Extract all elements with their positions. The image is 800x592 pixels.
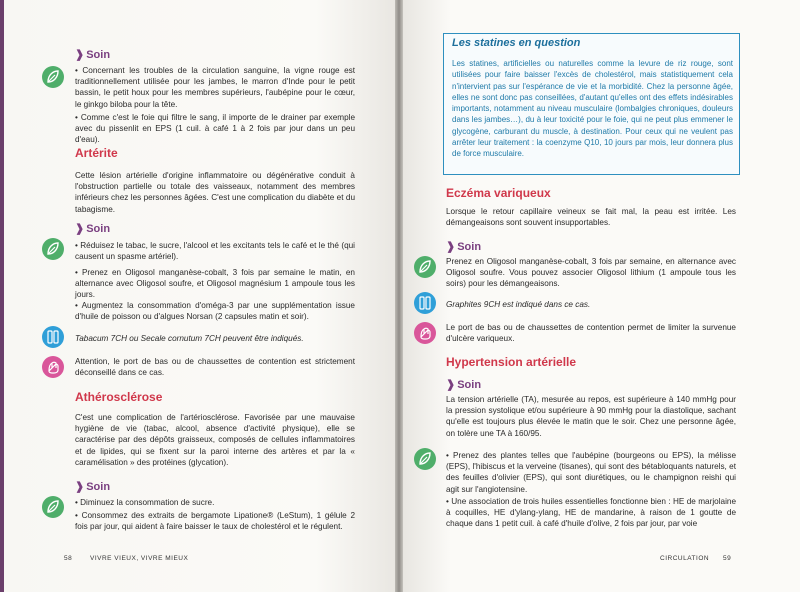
- paragraph: • Une association de trois huiles essentielles fonctionne bien : HE de marjolaine à coquilles, HE d'ylang-ylang, HE de mandarine, à raison de 1 goutte de chaque dans 1 petit cuil. à café d'huile d'olive, 2 fois par jour, par voie: [446, 497, 736, 529]
- paragraph: Tabacum 7CH ou Secale cornutum 7CH peuvent être indiqués.: [75, 334, 304, 343]
- soin-label: Soin: [86, 49, 111, 61]
- paragraph: • Diminuez la consommation de sucre.: [75, 498, 215, 507]
- section-heading-hypertension: Hypertension artérielle: [446, 355, 577, 369]
- left-page: [0, 0, 395, 592]
- leaf-icon: [42, 66, 64, 88]
- info-box-text: Les statines, artificielles ou naturelles comme la levure de riz rouge, sont utilisées pour faire baisser l'excès de cholestérol, mais statistiquement cela n'intervient pas sur l'espérance de vie et la morbidité. Chez la personne âgée, elles ne sont donc pas conseillées, d'autant qu'elles ont des effets indésirables importants, notamment au niveau musculaire (lombalgies chroniques, douleurs dans les jambes…), du à leur toxicité pour le foie, qui ne peut plus emmener le glycogène, carburant du muscle, à destination. Pour ceux qui ne veulent pas arrêter leur traitement : la coenzyme Q10, 10 jours par mois, leur donnera plus de force musculaire.: [452, 59, 733, 159]
- info-box-title: Les statines en question: [452, 37, 581, 49]
- paragraph: • Prenez en Oligosol manganèse-cobalt, 3 fois par semaine le matin, en alternance avec Oligosol soufre, et Oligosol magnésium 1 ampoule tous les jours.: [75, 268, 355, 300]
- soin-heading: ❱ Soin: [446, 241, 482, 253]
- paragraph: Lorsque le retour capillaire veineux se fait mal, la peau est irritée. Les démangeaisons sont souvent insupportables.: [446, 207, 736, 228]
- hand-icon: [42, 356, 64, 378]
- soin-heading: ❱ Soin: [75, 49, 111, 61]
- soin-heading: ❱ Soin: [75, 481, 111, 493]
- leaf-icon: [414, 256, 436, 278]
- leaf-icon: [414, 448, 436, 470]
- leaf-icon: [42, 496, 64, 518]
- info-box: [443, 33, 740, 175]
- running-title: VIVRE VIEUX, VIVRE MIEUX: [90, 555, 189, 562]
- paragraph: Cette lésion artérielle d'origine inflammatoire ou dégénérative conduit à l'obstruction partielle ou totale des vaisseaux, notamment des membres inférieurs chez les personnes âgées. C'est une complication du diabète et du tabagisme.: [75, 171, 355, 214]
- soin-label: Soin: [457, 241, 482, 253]
- soin-label: Soin: [86, 223, 111, 235]
- paragraph: • Concernant les troubles de la circulation sanguine, la vigne rouge est traditionnellement utilisée pour les jambes, le marron d'Inde pour le petit bassin, le petit houx pour les membres supérieurs, l'aubépine pour le cœur, le ginkgo biloba pour la tête.: [75, 66, 355, 109]
- page-edge: [0, 0, 4, 592]
- paragraph: Prenez en Oligosol manganèse-cobalt, 3 fois par semaine, en alternance avec Oligosol soufre. Vous pouvez associer Oligosol lithium (1 ampoule tous les soirs) pour les démangeaisons.: [446, 257, 736, 289]
- soin-heading: ❱ Soin: [446, 379, 482, 391]
- running-title: CIRCULATION: [660, 555, 710, 562]
- hand-icon: [414, 322, 436, 344]
- section-heading-eczema: Eczéma variqueux: [446, 186, 551, 200]
- paragraph: • Augmentez la consommation d'oméga-3 par une supplémentation issue d'huile de poisson ou d'algues Norsan (2 capsules matin et soir).: [75, 301, 355, 322]
- paragraph: Le port de bas ou de chaussettes de contention permet de limiter la survenue d'ulcère variqueux.: [446, 323, 736, 344]
- book-gutter: [395, 0, 403, 592]
- section-heading-atherosclerose: Athérosclérose: [75, 390, 163, 404]
- soin-heading: ❱ Soin: [75, 223, 111, 235]
- pill-vial-icon: [42, 326, 64, 348]
- page-number: 58: [64, 555, 73, 562]
- paragraph: C'est une complication de l'artériosclérose. Favorisée par une mauvaise hygiène de vie (tabac, alcool, absence d'activité physique), elle se caractérise par des dépôts graisseux, composés de cellules inflammatoires et de lipides, qui se fixent sur la paroi interne des artères et par la « caramélisation » des protéines (glycation).: [75, 413, 355, 467]
- paragraph: Attention, le port de bas ou de chaussettes de contention est strictement déconseillé dans ce cas.: [75, 357, 355, 378]
- leaf-icon: [42, 238, 64, 260]
- paragraph: La tension artérielle (TA), mesurée au repos, est supérieure à 140 mmHg pour la pression systolique et/ou supérieure à 90 mmHg pour la diastolique, sachant qu'elle est toujours plus élevée le matin que le soir. Chez une personne âgée, on tolère une TA à 160/95.: [446, 395, 736, 438]
- paragraph: • Comme c'est le foie qui filtre le sang, il importe de le drainer par exemple avec du pissenlit en EPS (1 cuil. à café 1 à 2 fois par jour dans un peu d'eau).: [75, 113, 355, 145]
- soin-label: Soin: [457, 379, 482, 391]
- pill-vial-icon: [414, 292, 436, 314]
- soin-label: Soin: [86, 481, 111, 493]
- paragraph: • Réduisez le tabac, le sucre, l'alcool et les excitants tels le café et le thé (qui causent un spasme artériel).: [75, 241, 355, 262]
- paragraph: • Prenez des plantes telles que l'aubépine (bourgeons ou EPS), la mélisse (EPS), l'hibiscus et la verveine (tisanes), qui sont des bétabloquants naturels, et des feuilles d'olivier (EPS), qui sont diurétiques, ou le champignon reishi qui agit sur l'angiotensine.: [446, 451, 736, 494]
- paragraph: • Consommez des extraits de bergamote Lipatione® (LeStum), 1 gélule 2 fois par jour, qui aident à faire baisser le taux de cholestérol et le régulent.: [75, 511, 355, 532]
- section-heading-arterite: Artérite: [75, 146, 118, 160]
- paragraph: Graphites 9CH est indiqué dans ce cas.: [446, 300, 591, 309]
- page-number: 59: [723, 555, 732, 562]
